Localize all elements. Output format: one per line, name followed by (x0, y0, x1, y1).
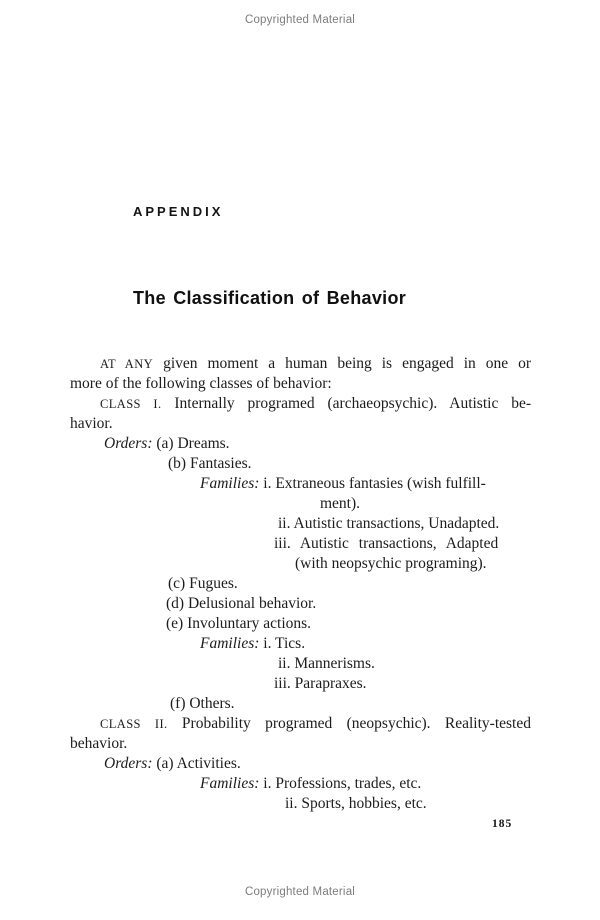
line-text: Probability programed (neopsychic). Reality-tested (167, 715, 531, 732)
text-line (168, 454, 252, 474)
line-text: (b) Fantasies. (168, 455, 252, 472)
page-number: 185 (492, 818, 513, 830)
text-line (168, 574, 238, 594)
line-text: Internally programed (archaeopsychic). Autistic be- (161, 395, 531, 412)
line-text: more of the following classes of behavior: (70, 375, 332, 392)
line-text: ii. Sports, hobbies, etc. (285, 795, 427, 812)
appendix-label: APPENDIX (133, 204, 224, 219)
text-line (200, 774, 421, 794)
text-line (70, 374, 332, 394)
text-line (274, 534, 498, 554)
line-text: (e) Involuntary actions. (166, 615, 312, 632)
line-text: (d) Delusional behavior. (166, 595, 317, 612)
text-line (166, 594, 316, 614)
line-text: iii. Parapraxes. (274, 675, 367, 692)
text-line (70, 414, 113, 434)
italic-lead: Families: (200, 635, 260, 652)
text-line (295, 554, 487, 574)
line-text: (c) Fugues. (168, 575, 238, 592)
smallcaps-lead: AT ANY (100, 357, 154, 371)
line-text: havior. (70, 415, 113, 432)
line-text: (f) Others. (170, 695, 235, 712)
line-text: ii. Autistic transactions, Unadapted. (278, 515, 500, 532)
line-text: i. Tics. (259, 635, 306, 652)
text-line (100, 354, 531, 374)
text-line (104, 434, 230, 454)
text-line (100, 714, 531, 734)
text-line (200, 474, 486, 494)
text-line (100, 394, 531, 414)
text-line (278, 654, 375, 674)
line-text: ii. Mannerisms. (278, 655, 375, 672)
text-line (278, 514, 499, 534)
line-text: given moment a human being is engaged in one or (153, 355, 532, 372)
text-line (320, 494, 360, 514)
italic-lead: Families: (200, 475, 260, 492)
copyright-watermark-top: Copyrighted Material (244, 14, 356, 26)
text-line (285, 794, 427, 814)
italic-lead: Families: (200, 775, 260, 792)
page-title: The Classification of Behavior (133, 288, 407, 308)
italic-lead: Orders: (104, 755, 153, 772)
smallcaps-lead: CLASS II. (100, 717, 168, 731)
line-text: (a) Dreams. (152, 435, 230, 452)
text-line (70, 734, 127, 754)
italic-lead: Orders: (104, 435, 153, 452)
text-line (166, 614, 311, 634)
text-line (200, 634, 305, 654)
text-line (170, 694, 235, 714)
line-text: (a) Activities. (152, 755, 241, 772)
line-text: i. Professions, trades, etc. (259, 775, 422, 792)
line-text: behavior. (70, 735, 128, 752)
line-text: i. Extraneous fantasies (wish fulfill- (259, 475, 486, 492)
line-text: ment). (320, 495, 361, 512)
line-text: (with neopsychic programing). (295, 555, 487, 572)
line-text: iii. Autistic transactions, Adapted (274, 535, 499, 552)
copyright-watermark-bottom: Copyrighted Material (244, 886, 356, 898)
text-line (274, 674, 367, 694)
text-line (104, 754, 241, 774)
smallcaps-lead: CLASS I. (100, 397, 162, 411)
